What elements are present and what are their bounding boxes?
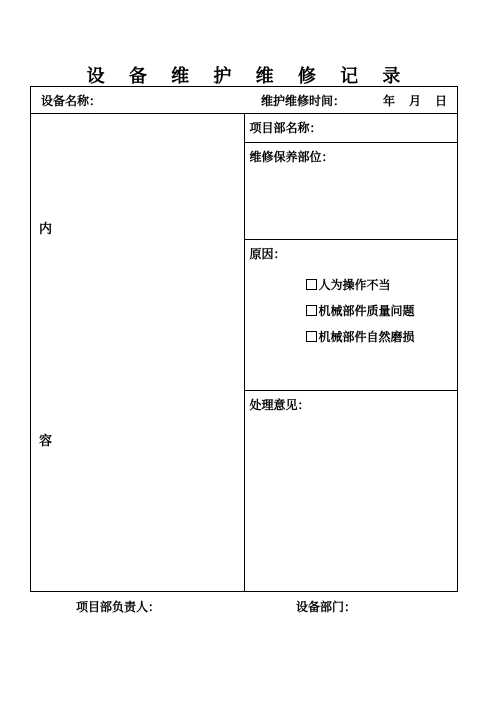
reason-option[interactable] bbox=[306, 298, 458, 324]
reason-options bbox=[245, 272, 458, 350]
checkbox-icon[interactable] bbox=[306, 279, 317, 290]
page-title: 设 备 维 护 维 修 记 录 bbox=[86, 66, 410, 87]
header-row bbox=[31, 87, 458, 114]
reason-option-label: 机械部件自然磨损 bbox=[318, 330, 415, 345]
handling-opinion-cell[interactable] bbox=[244, 390, 458, 591]
month-label: 月 bbox=[408, 93, 421, 108]
maintenance-time-label: 维护维修时间： bbox=[260, 93, 345, 108]
checkbox-icon[interactable] bbox=[306, 305, 317, 316]
reason-label: 原因： bbox=[249, 246, 286, 261]
project-manager-label: 项目部负责人： bbox=[76, 600, 161, 614]
checkbox-icon[interactable] bbox=[306, 331, 317, 342]
equipment-dept-label: 设备部门： bbox=[296, 600, 357, 614]
year-label: 年 bbox=[382, 93, 395, 108]
equipment-name-label: 设备名称： bbox=[41, 93, 102, 108]
reason-option-label: 机械部件质量问题 bbox=[318, 304, 415, 319]
project-name-cell[interactable] bbox=[244, 114, 458, 143]
maintenance-part-label: 维修保养部位： bbox=[249, 150, 334, 165]
reason-option-label: 人为操作不当 bbox=[318, 278, 391, 293]
reason-cell bbox=[244, 239, 458, 390]
reason-option[interactable] bbox=[306, 272, 458, 298]
side-label-bottom: 容 bbox=[38, 434, 52, 450]
reason-option[interactable] bbox=[306, 324, 458, 350]
side-label-top: 内 bbox=[38, 222, 52, 238]
handling-opinion-label: 处理意见： bbox=[249, 397, 310, 412]
maintenance-record-form bbox=[30, 86, 458, 592]
maintenance-part-cell[interactable] bbox=[244, 143, 458, 240]
content-side-label bbox=[31, 114, 245, 592]
project-name-label: 项目部名称： bbox=[249, 121, 322, 136]
day-label: 日 bbox=[434, 93, 447, 108]
